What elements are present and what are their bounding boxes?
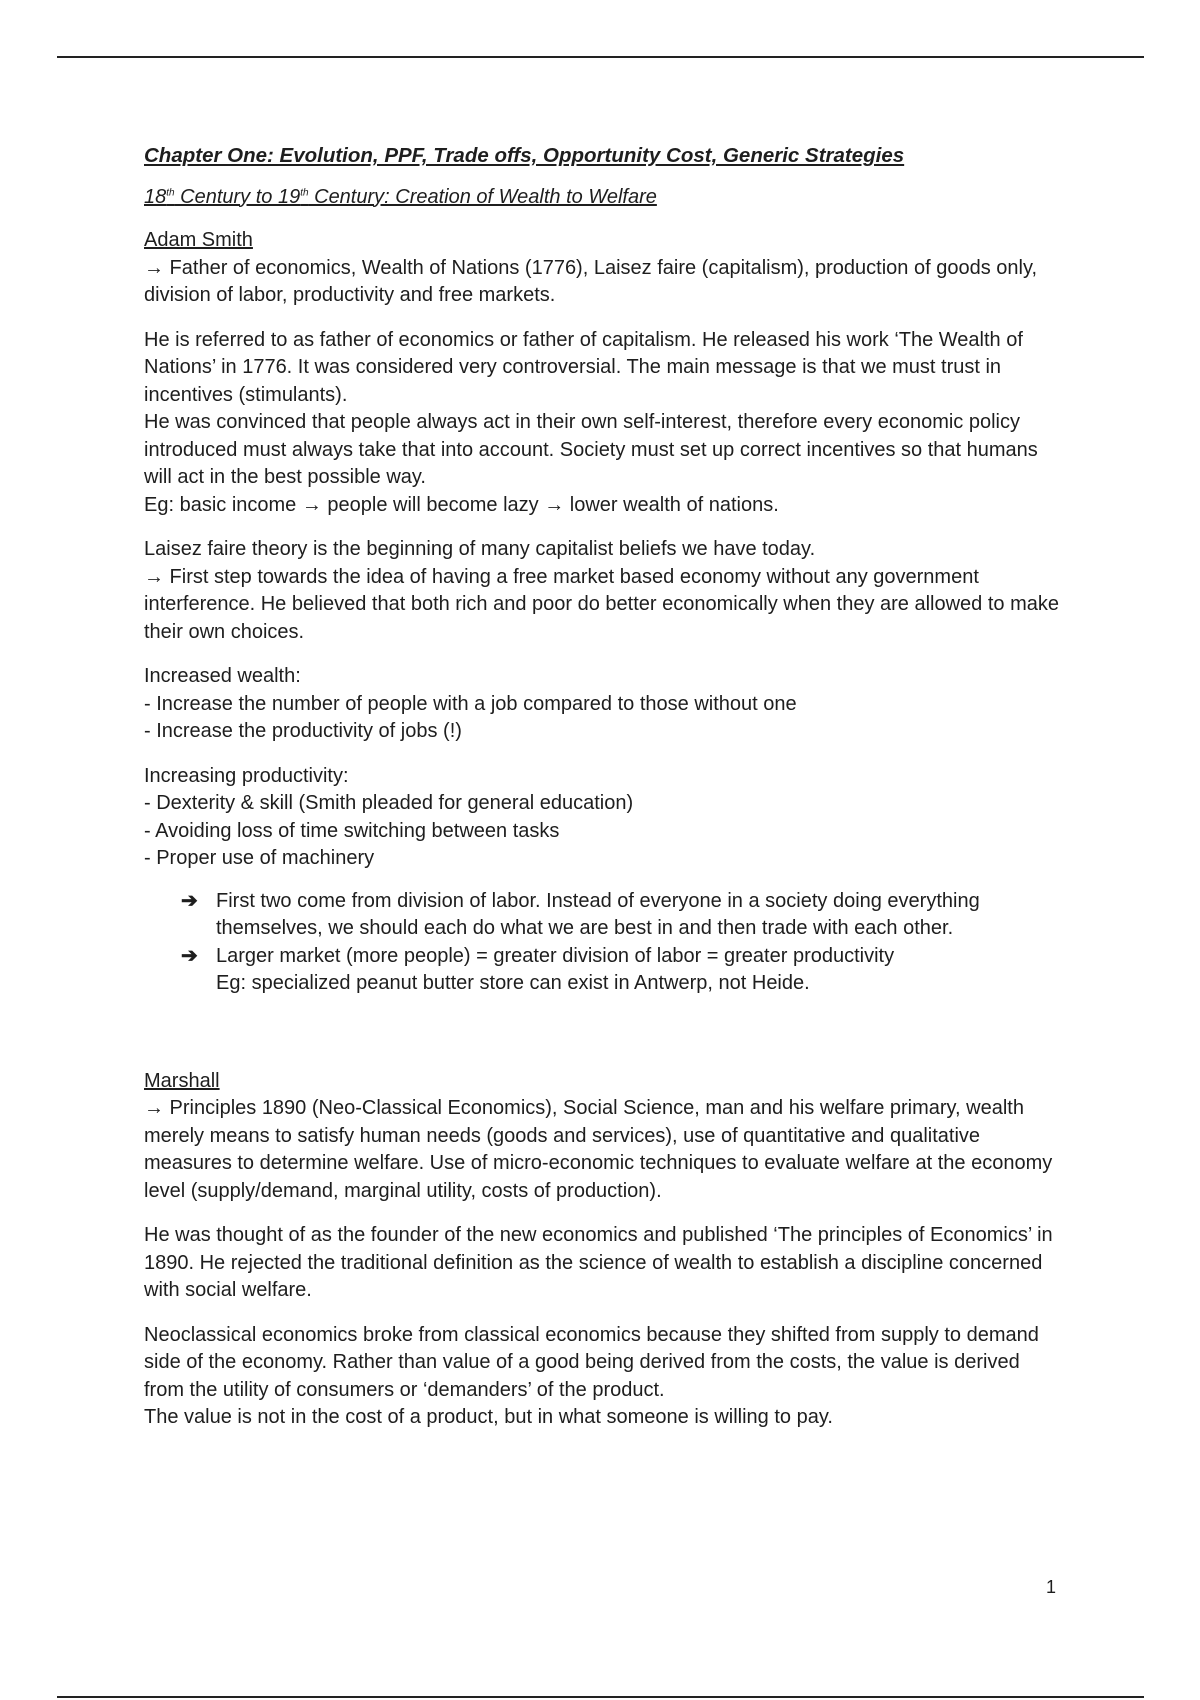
increasing-productivity-heading: Increasing productivity: (144, 764, 349, 787)
arrow-bullet-icon: ➔ (181, 944, 198, 967)
arrow-bullet-icon: ➔ (181, 889, 198, 912)
subtitle-part-1: 18 (144, 185, 167, 208)
example-part-c: lower wealth of nations. (564, 493, 779, 516)
adam-smith-paragraph-1: He is referred to as father of economics or father of capitalism. He released his work ‘The Wealth of Nations’ in 1776. It was considered very controversial. The main message is that we must trust in incentives (stimulants). (144, 328, 1023, 406)
example-part-a: Eg: basic income (144, 493, 302, 516)
adam-smith-heading: Adam Smith (144, 229, 253, 251)
marshall-summary-text: Principles 1890 (Neo-Classical Economics), Social Science, man and his welfare primary, wealth merely means to satisfy human needs (goods and services), use of quantitative and qualitative measures to determine welfare. Use of micro-economic techniques to evaluate welfare at the economy level (supply/demand, marginal utility, costs of production). (144, 1097, 1053, 1202)
marshall-summary (144, 1095, 1064, 1205)
arrow-icon: → (144, 565, 164, 588)
marshall-paragraph-2: Neoclassical economics broke from classical economics because they shifted from supply to demand side of the economy. Rather than value of a good being derived from the costs, the value is derived from the utility of consumers or ‘demanders’ of the product. (144, 1323, 1039, 1401)
bullet-text: Larger market (more people) = greater division of labor = greater productivity (216, 944, 895, 967)
bullet-text: First two come from division of labor. Instead of everyone in a society doing everything themselves, we should each do what we are best in and then trade with each other. (216, 889, 980, 939)
adam-smith-example (144, 492, 1064, 520)
adam-smith-summary-text: Father of economics, Wealth of Nations (1776), Laisez faire (capitalism), production of goods only, division of labor, productivity and free markets. (144, 256, 1038, 306)
bullet-example: Eg: specialized peanut butter store can exist in Antwerp, not Heide. (216, 972, 810, 994)
adam-smith-paragraph-2: He was convinced that people always act in their own self-interest, therefore every economic policy introduced must always take that into account. Society must set up correct incentives so that humans will act in the best possible way. (144, 411, 1038, 488)
list-item: - Dexterity & skill (Smith pleaded for general education) (144, 792, 634, 814)
page-number: 1 (1046, 1577, 1057, 1597)
list-item: - Avoiding loss of time switching between tasks (144, 819, 560, 842)
arrow-icon: → (144, 1097, 164, 1119)
bullet-item (144, 943, 1064, 998)
arrow-icon: → (544, 493, 565, 516)
marshall-heading: Marshall (144, 1069, 220, 1092)
marshall-paragraph-1: He was thought of as the founder of the new economics and published ‘The principles of Economics’ in 1890. He rejected the traditional definition as the science of wealth to establish a discipline concerned with social welfare. (144, 1224, 1053, 1301)
subtitle-part-2: Century to 19 (174, 185, 301, 208)
bullet-item (144, 888, 1064, 943)
document-body (144, 142, 1064, 1432)
list-item: - Proper use of machinery (144, 847, 375, 869)
subtitle-sup-1: th (166, 186, 175, 198)
arrow-icon: → (301, 493, 322, 516)
marshall-paragraph-3: The value is not in the cost of a product, but in what someone is willing to pay. (144, 1406, 833, 1428)
arrow-bullet-list (144, 888, 1064, 998)
footer-rule (57, 1696, 1144, 1698)
subtitle-sup-2: th (300, 186, 309, 198)
subtitle-part-3: Century: Creation of Wealth to Welfare (308, 185, 657, 208)
chapter-title: Chapter One: Evolution, PPF, Trade offs, Opportunity Cost, Generic Strategies (144, 144, 905, 167)
section-subtitle (144, 184, 1064, 212)
laisez-faire-line: Laisez faire theory is the beginning of many capitalist beliefs we have today. (144, 538, 816, 560)
header-rule (57, 56, 1144, 58)
list-item: - Increase the number of people with a job compared to those without one (144, 692, 797, 715)
laisez-faire-explanation (144, 564, 1064, 647)
increased-wealth-heading: Increased wealth: (144, 665, 301, 687)
laisez-faire-explanation-text: First step towards the idea of having a free market based economy without any government interference. He believed that both rich and poor do better economically when they are allowed to make their own choices. (144, 565, 1059, 643)
example-part-b: people will become lazy (321, 493, 545, 516)
adam-smith-summary (144, 255, 1064, 310)
arrow-icon: → (144, 256, 164, 279)
list-item: - Increase the productivity of jobs (!) (144, 720, 462, 742)
